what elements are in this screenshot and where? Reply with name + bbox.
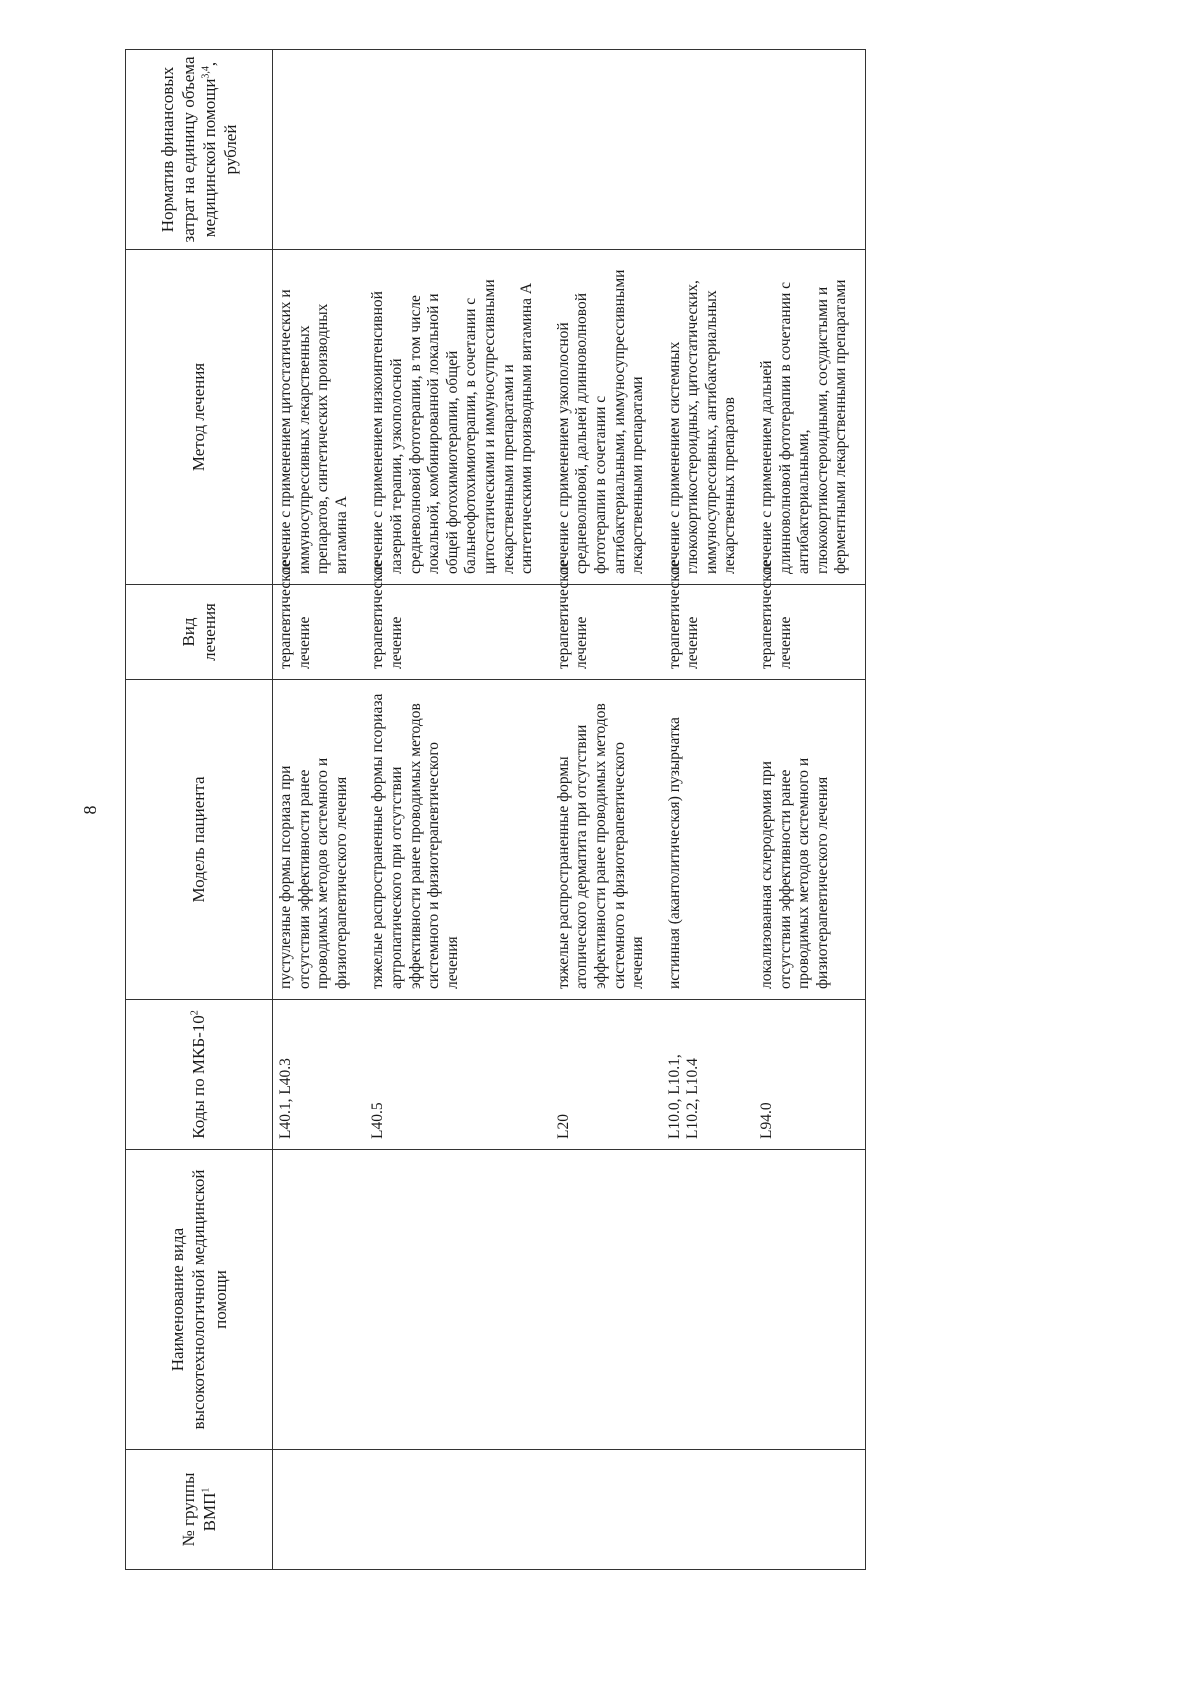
vmp-table bbox=[125, 49, 866, 1570]
cell-code: L10.0, L10.1, L10.2, L10.4 bbox=[662, 1000, 754, 1150]
cell-group-no bbox=[365, 1450, 550, 1570]
cell-name bbox=[273, 1150, 366, 1450]
cell-method: лечение с применением дальней длинноволновой фототерапии в сочетании с антибактериальными, глюкокортикостероидными, сосудистыми и ферментными лекарственными препаратами bbox=[754, 250, 865, 585]
cell-code: L40.5 bbox=[365, 1000, 550, 1150]
header-method: Метод лечения bbox=[126, 250, 273, 585]
cell-norm bbox=[754, 50, 865, 250]
cell-group-no bbox=[273, 1450, 366, 1570]
cell-model: истинная (акантолитическая) пузырчатка bbox=[662, 680, 754, 1000]
cell-code: L20 bbox=[551, 1000, 662, 1150]
cell-method: лечение с применением узкополосной средневолновой, дальней длинноволновой фототерапии в сочетании с антибактериальными, иммуносупрессивными лекарственными препаратами bbox=[551, 250, 662, 585]
header-name: Наименование вида высокотехнологичной медицинской помощи bbox=[126, 1150, 273, 1450]
rotated-page bbox=[70, 40, 1170, 1580]
table-row bbox=[551, 50, 662, 1570]
header-norm: Норматив финансовых затрат на единицу объема медицинской помощи$^{3,4}$, рублей bbox=[126, 50, 273, 250]
cell-name bbox=[662, 1150, 754, 1450]
cell-norm bbox=[662, 50, 754, 250]
cell-method: лечение с применением цитостатических и иммуносупрессивных лекарственных препаратов, синтетических производных витамина А bbox=[273, 250, 366, 585]
header-model: Модель пациента bbox=[126, 680, 273, 1000]
cell-type: терапевтическое лечение bbox=[551, 585, 662, 680]
header-group-no: № группы ВМП$^1$ bbox=[126, 1450, 273, 1570]
cell-group-no bbox=[551, 1450, 662, 1570]
cell-type: терапевтическое лечение bbox=[273, 585, 366, 680]
cell-code: L40.1, L40.3 bbox=[273, 1000, 366, 1150]
cell-model: тяжелые распространенные формы атопического дерматита при отсутствии эффективности ранее проводимых методов системного и физиотерапевтического лечения bbox=[551, 680, 662, 1000]
cell-model: тяжелые распространенные формы псориаза артропатического при отсутствии эффективности ранее проводимых методов системного и физиотерапевтического лечения bbox=[365, 680, 550, 1000]
cell-model: пустулезные формы псориаза при отсутствии эффективности ранее проводимых методов системного и физиотерапевтического лечения bbox=[273, 680, 366, 1000]
cell-norm bbox=[551, 50, 662, 250]
table-row bbox=[662, 50, 754, 1570]
cell-type: терапевтическое лечение bbox=[754, 585, 865, 680]
cell-type: терапевтическое лечение bbox=[365, 585, 550, 680]
cell-norm bbox=[365, 50, 550, 250]
page-number: 8 bbox=[80, 805, 100, 815]
cell-model: локализованная склеродермия при отсутствии эффективности ранее проводимых методов системного и физиотерапевтического лечения bbox=[754, 680, 865, 1000]
cell-name bbox=[365, 1150, 550, 1450]
cell-code: L94.0 bbox=[754, 1000, 865, 1150]
cell-group-no bbox=[662, 1450, 754, 1570]
header-codes: Коды по МКБ-$10^2$ bbox=[126, 1000, 273, 1150]
cell-name bbox=[754, 1150, 865, 1450]
table-header-row bbox=[126, 50, 273, 1570]
header-type: Вид лечения bbox=[126, 585, 273, 680]
cell-name bbox=[551, 1150, 662, 1450]
table-row bbox=[754, 50, 865, 1570]
table-row bbox=[273, 50, 366, 1570]
cell-norm bbox=[273, 50, 366, 250]
cell-method: лечение с применением системных глюкокортикостероидных, цитостатических, иммуносупрессивных, антибактериальных лекарственных препаратов bbox=[662, 250, 754, 585]
cell-type: терапевтическое лечение bbox=[662, 585, 754, 680]
table-row bbox=[365, 50, 550, 1570]
cell-group-no bbox=[754, 1450, 865, 1570]
cell-method: лечение с применением низкоинтенсивной лазерной терапии, узкополосной средневолновой фототерапии, в том числе локальной, комбинированной локальной и общей фотохимиотерапии, общей бальнеофотохимиотерапии, в сочетании с цитостатическими и иммуносупрессивными лекарственными препаратами и синтетическими производными витамина А bbox=[365, 250, 550, 585]
